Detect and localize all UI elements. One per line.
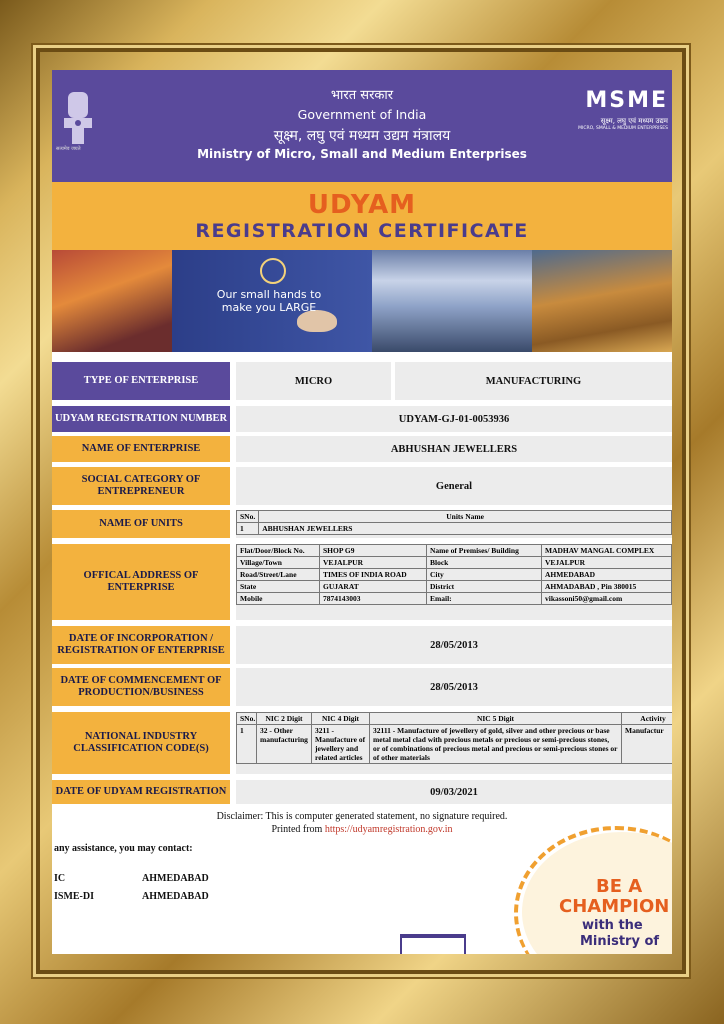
printed-from-text: Printed from xyxy=(271,824,325,835)
address-key: Block xyxy=(427,557,542,569)
address-value: vikassoni50@gmail.com xyxy=(542,593,672,605)
banner-image xyxy=(52,250,672,352)
units-header-name: Units Name xyxy=(259,511,672,523)
address-value: AHMEDABAD xyxy=(542,569,672,581)
address-table xyxy=(236,544,672,605)
address-value: MADHAV MANGAL COMPLEX xyxy=(542,545,672,557)
disclaimer: Disclaimer: This is computer generated statement, no signature required. xyxy=(216,811,508,822)
msme-logo-english: MICRO, SMALL & MEDIUM ENTERPRISES xyxy=(578,126,668,131)
qr-frame xyxy=(400,934,466,954)
address-label: OFFICAL ADDRESS OF ENTERPRISE xyxy=(52,544,230,620)
nic-header: SNo. xyxy=(237,713,257,725)
table-row xyxy=(237,713,673,725)
nic-header: NIC 4 Digit xyxy=(312,713,370,725)
msme-logo xyxy=(578,88,668,131)
table-row xyxy=(237,557,672,569)
msme-logo-text: MSME xyxy=(585,88,668,113)
table-row xyxy=(237,725,673,764)
govt-hindi: भारत सरकार xyxy=(330,88,394,103)
enterprise-name-value: ABHUSHAN JEWELLERS xyxy=(236,436,672,462)
nic-table-area xyxy=(236,712,672,774)
nic-5-digit: 32111 - Manufacture of jewellery of gold, silver and other precious or base metal metal clad with precious metals or precious or semi-precious stones, or of combinations of precious metal and precious or semi-precious stones or of other materials xyxy=(370,725,622,764)
type-of-enterprise-label: TYPE OF ENTERPRISE xyxy=(52,362,230,400)
champion-line-2: CHAMPION xyxy=(559,896,670,917)
table-row xyxy=(237,569,672,581)
udyam-date-value: 09/03/2021 xyxy=(236,780,672,804)
govt-english: Government of India xyxy=(297,107,427,122)
udyam-website-link[interactable]: https://udyamregistration.gov.in xyxy=(324,824,453,835)
address-value: VEJALPUR xyxy=(320,557,427,569)
msme-logo-hindi: सूक्ष्म, लघु एवं मध्यम उद्यम xyxy=(600,117,668,125)
address-key: State xyxy=(237,581,320,593)
enterprise-size-value: MICRO xyxy=(236,362,391,400)
champion-line-1: BE A xyxy=(596,876,643,897)
champion-line-4: Ministry of xyxy=(580,934,660,949)
contact-2-label: ISME-DI xyxy=(54,891,95,902)
ministry-english: Ministry of Micro, Small and Medium Enterprises xyxy=(197,147,527,161)
units-label: NAME OF UNITS xyxy=(52,510,230,538)
ministry-hindi: सूक्ष्म, लघु एवं मध्यम उद्यम मंत्रालय xyxy=(273,128,451,144)
contact-2-value: AHMEDABAD xyxy=(142,891,209,902)
commencement-date-label: DATE OF COMMENCEMENT OF PRODUCTION/BUSINESS xyxy=(52,668,230,706)
nic-header: NIC 5 Digit xyxy=(370,713,622,725)
address-key: Email: xyxy=(427,593,542,605)
farmer-photo xyxy=(532,250,672,352)
nic-header: NIC 2 Digit xyxy=(257,713,312,725)
address-value: 7874143003 xyxy=(320,593,427,605)
nic-2-digit: 32 - Other manufacturing xyxy=(257,725,312,764)
units-header-sno: SNo. xyxy=(237,511,259,523)
contact-1-value: AHMEDABAD xyxy=(142,873,209,884)
units-table-area xyxy=(236,510,672,538)
table-row xyxy=(237,593,672,605)
address-table-area xyxy=(236,544,672,620)
nic-activity: Manufactur xyxy=(622,725,673,764)
social-category-value: General xyxy=(236,467,672,505)
address-key: Village/Town xyxy=(237,557,320,569)
social-category-label: SOCIAL CATEGORY OF ENTREPRENEUR xyxy=(52,467,230,505)
contact-1-label: IC xyxy=(54,873,66,884)
header-band xyxy=(52,70,672,182)
address-value: GUJARAT xyxy=(320,581,427,593)
table-row xyxy=(237,581,672,593)
table-row xyxy=(237,523,672,535)
emblem-caption: सत्यमेव जयते xyxy=(56,146,81,152)
banner-tagline-2: make you LARGE xyxy=(221,301,317,314)
nic-4-digit: 3211 - Manufacture of jewellery and related articles xyxy=(312,725,370,764)
registration-number-value: UDYAM-GJ-01-0053936 xyxy=(236,406,672,432)
nic-label: NATIONAL INDUSTRY CLASSIFICATION CODE(S) xyxy=(52,712,230,774)
address-key: Mobile xyxy=(237,593,320,605)
units-table xyxy=(236,510,672,535)
address-key: District xyxy=(427,581,542,593)
table-row xyxy=(237,511,672,523)
units-name: ABHUSHAN JEWELLERS xyxy=(259,523,672,535)
address-value: SHOP G9 xyxy=(320,545,427,557)
incorporation-date-label: DATE OF INCORPORATION / REGISTRATION OF ENTERPRISE xyxy=(52,626,230,664)
address-value: VEJALPUR xyxy=(542,557,672,569)
nic-header: Activity xyxy=(622,713,673,725)
address-key: City xyxy=(427,569,542,581)
enterprise-activity-value: MANUFACTURING xyxy=(395,362,672,400)
address-key: Name of Premises/ Building xyxy=(427,545,542,557)
title-registration-certificate: REGISTRATION CERTIFICATE xyxy=(195,220,529,242)
artisan-photo xyxy=(52,250,172,352)
udyam-date-label: DATE OF UDYAM REGISTRATION xyxy=(52,780,230,804)
units-sno: 1 xyxy=(237,523,259,535)
address-value: AHMADABAD , Pin 380015 xyxy=(542,581,672,593)
champion-line-3: with the xyxy=(582,918,643,933)
nic-sno: 1 xyxy=(237,725,257,764)
address-key: Flat/Door/Block No. xyxy=(237,545,320,557)
title-udyam: UDYAM xyxy=(307,190,417,220)
nic-table xyxy=(236,712,672,764)
table-row xyxy=(237,545,672,557)
registration-number-label: UDYAM REGISTRATION NUMBER xyxy=(52,406,230,432)
address-value: TIMES OF INDIA ROAD xyxy=(320,569,427,581)
title-band xyxy=(52,182,672,250)
address-key: Road/Street/Lane xyxy=(237,569,320,581)
office-photo xyxy=(372,250,532,352)
chakra-icon xyxy=(260,258,286,284)
assistance-text: any assistance, you may contact: xyxy=(54,843,193,854)
banner-tagline xyxy=(204,288,334,314)
incorporation-date-value: 28/05/2013 xyxy=(236,626,672,664)
banner-tagline-1: Our small hands to xyxy=(216,288,322,301)
commencement-date-value: 28/05/2013 xyxy=(236,668,672,706)
certificate xyxy=(52,70,672,954)
enterprise-name-label: NAME OF ENTERPRISE xyxy=(52,436,230,462)
